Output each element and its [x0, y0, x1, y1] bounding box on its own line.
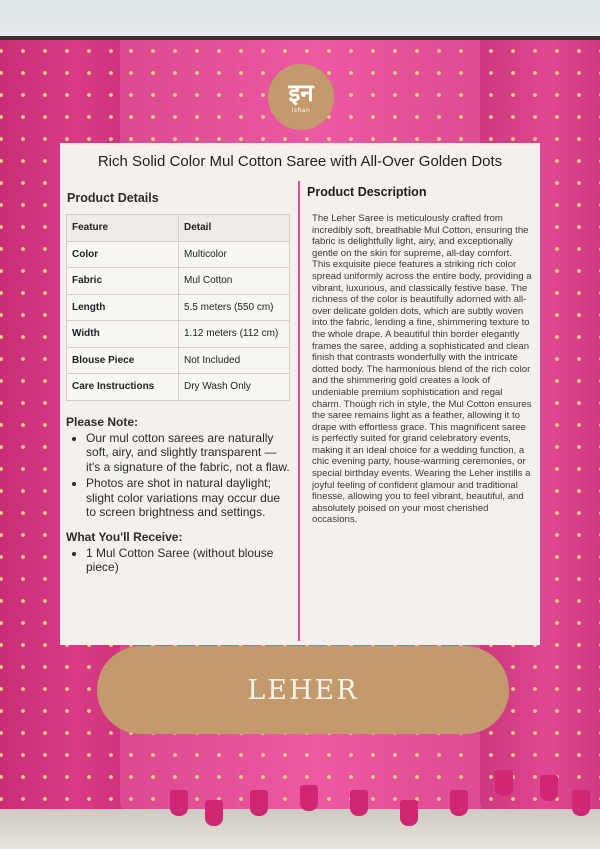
floor [0, 809, 600, 849]
product-description-heading: Product Description [307, 185, 427, 199]
detail-cell: Multicolor [179, 241, 290, 268]
feature-cell: Fabric [67, 268, 179, 295]
tassel [205, 800, 223, 826]
tassel [350, 790, 368, 816]
page-title: Rich Solid Color Mul Cotton Saree with All-Over Golden Dots [97, 153, 503, 170]
tassel [495, 770, 513, 796]
tassel [400, 800, 418, 826]
table-row [67, 241, 290, 268]
column-header: Feature [67, 215, 179, 242]
feature-cell: Color [67, 241, 179, 268]
product-name: LEHER [247, 674, 359, 706]
table-header-row [67, 215, 290, 242]
tassel [170, 790, 188, 816]
logo-glyph: इन [288, 77, 314, 107]
list-item: • 1 Mul Cotton Saree (without blouse piece) [86, 546, 292, 575]
logo-text: ishan [291, 106, 311, 114]
receive-list [66, 546, 292, 575]
feature-cell: Width [67, 321, 179, 348]
brand-logo [268, 64, 334, 130]
list-item: • Our mul cotton sarees are naturally soft, airy, and slightly transparent — it's a signature of the fabric, not a flaw. [86, 431, 292, 475]
detail-cell: Not Included [179, 347, 290, 374]
feature-cell: Length [67, 294, 179, 321]
table-row [67, 294, 290, 321]
description-column [306, 185, 534, 526]
feature-cell: Blouse Piece [67, 347, 179, 374]
tassel [250, 790, 268, 816]
table-row [67, 374, 290, 401]
feature-cell: Care Instructions [67, 374, 179, 401]
detail-cell: Dry Wash Only [179, 374, 290, 401]
tassel [540, 775, 558, 801]
list-item: • Photos are shot in natural daylight; slight color variations may occur due to screen brightness and settings. [86, 476, 292, 520]
detail-cell: 5.5 meters (550 cm) [179, 294, 290, 321]
product-details-heading: Product Details [67, 191, 159, 205]
product-description-text: The Leher Saree is meticulously crafted from incredibly soft, breathable Mul Cotton, ensuring the fabric is delightfully light, airy, and exceptionally gentle on the skin for supreme, all-day comfort. This exquisite piece features a striking rich color spread uniformly across the entire body, providing a vibrant, luxurious, and classically festive base. The richness of the color is beautifully adorned with all-over delicate golden dots, which are subtly woven into the fabric, lending a fine, shimmering texture to the whole drape. A beautiful thin border elegantly frames the saree, adding a sophisticated and clean finish that contrasts wonderfully with the intricate dotted body. The harmonious blend of the rich color and the shimmering gold creates a look of undeniable premium sophistication and regal charm. Though rich in style, the Mul Cotton ensures the saree remains light as a feather, allowing it to drape with effortless grace. This magnificent saree is perfectly suited for grand celebratory events, making it an ideal choice for a wedding function, a chic evening party, house-warming ceremonies, or special birthday events. Wearing the Leher instills a joyful feeling of confident glamour and traditional finesse, allowing you to feel vibrant, beautiful, and absolutely poised on your most cherished occasions. [312, 213, 532, 526]
details-column [66, 187, 292, 577]
tassel [572, 790, 590, 816]
detail-cell: 1.12 meters (112 cm) [179, 321, 290, 348]
detail-cell: Mul Cotton [179, 268, 290, 295]
table-row [67, 321, 290, 348]
tassel [300, 785, 318, 811]
product-name-badge [97, 646, 509, 734]
please-note-heading: Please Note: [66, 414, 139, 429]
product-card [60, 143, 540, 645]
column-divider [298, 181, 300, 641]
table-row [67, 347, 290, 374]
receive-heading: What You'll Receive: [66, 529, 183, 544]
please-note-list [66, 431, 292, 520]
tassel [450, 790, 468, 816]
table-row [67, 268, 290, 295]
details-table [66, 214, 290, 401]
column-header: Detail [179, 215, 290, 242]
